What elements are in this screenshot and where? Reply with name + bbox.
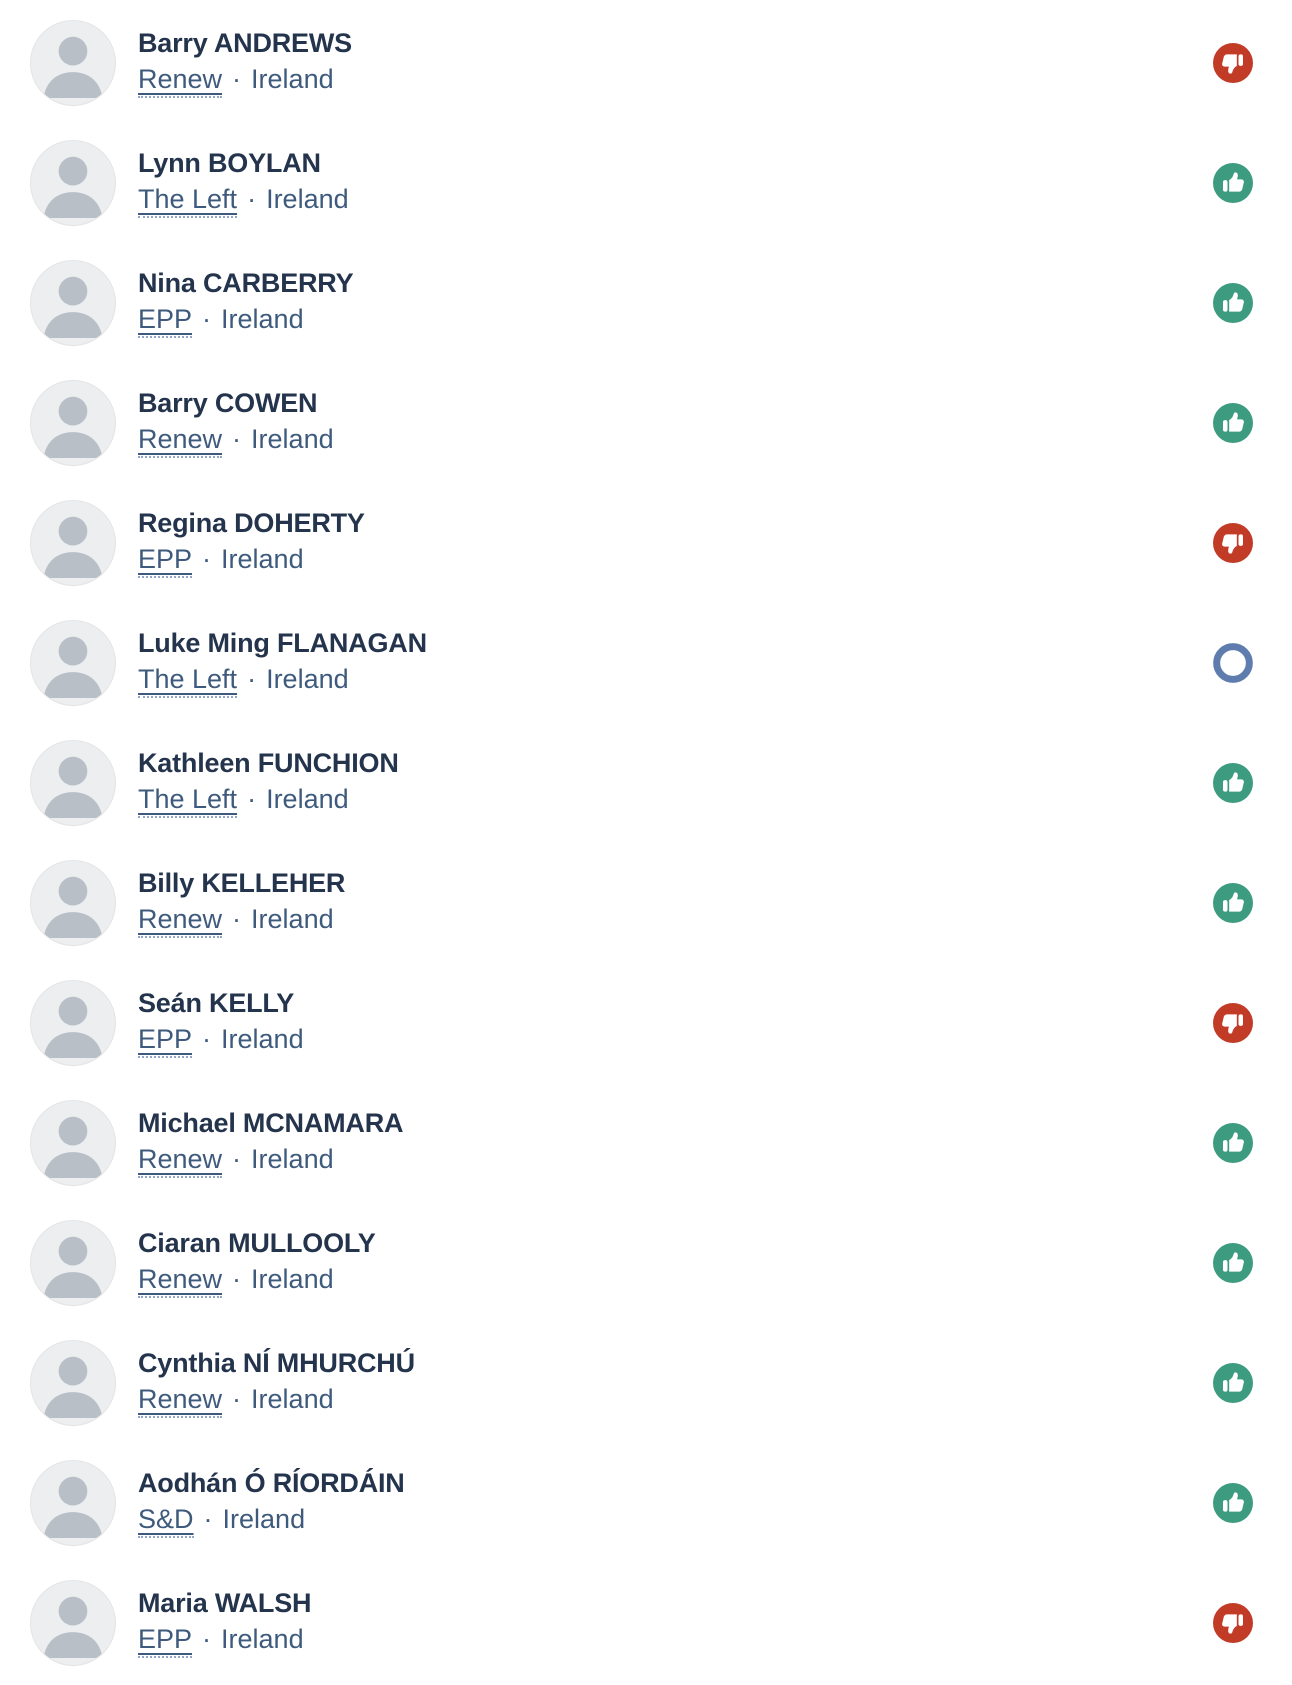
avatar [30,980,116,1066]
mep-meta [138,784,1213,818]
vote-indicator [1213,163,1253,203]
avatar [30,20,116,106]
vote-indicator [1213,1243,1253,1283]
vote-indicator [1213,1603,1253,1643]
no-vote-ring-icon [1213,643,1253,683]
mep-list-item [0,3,1292,123]
mep-name: Billy KELLEHER [138,868,346,898]
person-icon [31,261,115,345]
avatar [30,740,116,826]
thumbs-up-icon [1213,1483,1253,1523]
separator-dot: · [247,664,257,694]
group-link[interactable]: EPP [138,304,192,338]
mep-name: Aodhán Ó RÍORDÁIN [138,1468,405,1498]
mep-meta [138,1624,1213,1658]
country-label: Ireland [251,904,334,934]
country-label: Ireland [221,1624,304,1654]
mep-meta [138,304,1213,338]
mep-name: Regina DOHERTY [138,508,365,538]
country-label: Ireland [251,1384,334,1414]
mep-list-item [0,243,1292,363]
separator-dot: · [202,1024,212,1054]
vote-indicator [1213,763,1253,803]
group-link[interactable]: EPP [138,1624,192,1658]
mep-meta [138,1504,1213,1538]
mep-info [138,268,1213,338]
group-link[interactable]: EPP [138,1024,192,1058]
mep-list-item [0,603,1292,723]
mep-list-item [0,1083,1292,1203]
person-icon [31,501,115,585]
country-label: Ireland [221,1024,304,1054]
mep-list-item [0,483,1292,603]
mep-list-item [0,1323,1292,1443]
mep-meta [138,904,1213,938]
mep-info [138,388,1213,458]
avatar [30,1340,116,1426]
mep-meta [138,1024,1213,1058]
mep-name: Barry COWEN [138,388,318,418]
vote-indicator [1213,43,1253,83]
mep-meta [138,184,1213,218]
person-icon [31,621,115,705]
mep-list-item [0,963,1292,1083]
mep-name: Lynn BOYLAN [138,148,321,178]
mep-info [138,988,1213,1058]
group-link[interactable]: Renew [138,1384,222,1418]
mep-info [138,508,1213,578]
mep-meta [138,424,1213,458]
avatar [30,1100,116,1186]
thumbs-up-icon [1213,403,1253,443]
vote-indicator [1213,283,1253,323]
person-icon [31,1581,115,1665]
avatar [30,620,116,706]
mep-list-item [0,843,1292,963]
mep-name: Seán KELLY [138,988,295,1018]
person-icon [31,861,115,945]
mep-info [138,1228,1213,1298]
mep-name: Maria WALSH [138,1588,312,1618]
country-label: Ireland [251,1264,334,1294]
mep-info [138,748,1213,818]
avatar [30,500,116,586]
separator-dot: · [202,304,212,334]
mep-meta [138,1144,1213,1178]
mep-info [138,148,1213,218]
country-label: Ireland [222,1504,306,1534]
vote-indicator [1213,643,1253,683]
mep-info [138,628,1213,698]
mep-name: Kathleen FUNCHION [138,748,399,778]
mep-name: Ciaran MULLOOLY [138,1228,376,1258]
mep-meta [138,1264,1213,1298]
separator-dot: · [232,1384,242,1414]
thumbs-up-icon [1213,763,1253,803]
separator-dot: · [247,784,257,814]
mep-meta [138,664,1213,698]
mep-info [138,1348,1213,1418]
separator-dot: · [232,424,242,454]
mep-list-item [0,1443,1292,1563]
avatar [30,1580,116,1666]
separator-dot: · [203,1504,213,1534]
separator-dot: · [247,184,257,214]
group-link[interactable]: S&D [138,1504,194,1538]
country-label: Ireland [251,424,334,454]
person-icon [31,1101,115,1185]
thumbs-down-icon [1213,1603,1253,1643]
country-label: Ireland [266,784,349,814]
mep-name: Cynthia NÍ MHURCHÚ [138,1348,415,1378]
thumbs-up-icon [1213,883,1253,923]
group-link[interactable]: Renew [138,904,222,938]
mep-meta [138,64,1213,98]
country-label: Ireland [251,64,334,94]
group-link[interactable]: The Left [138,784,237,818]
separator-dot: · [232,1264,242,1294]
avatar [30,140,116,226]
mep-info [138,1468,1213,1538]
thumbs-down-icon [1213,523,1253,563]
thumbs-down-icon [1213,43,1253,83]
country-label: Ireland [266,664,349,694]
separator-dot: · [232,1144,242,1174]
avatar [30,860,116,946]
person-icon [31,381,115,465]
group-link[interactable]: The Left [138,664,237,698]
group-link[interactable]: EPP [138,544,192,578]
mep-name: Luke Ming FLANAGAN [138,628,427,658]
vote-indicator [1213,1003,1253,1043]
separator-dot: · [202,544,212,574]
thumbs-up-icon [1213,283,1253,323]
person-icon [31,1461,115,1545]
vote-indicator [1213,1363,1253,1403]
country-label: Ireland [221,304,304,334]
group-link[interactable]: The Left [138,184,237,218]
mep-info [138,1108,1213,1178]
thumbs-up-icon [1213,163,1253,203]
separator-dot: · [232,904,242,934]
mep-meta [138,1384,1213,1418]
avatar [30,260,116,346]
group-link[interactable]: Renew [138,64,222,98]
mep-list-item [0,1563,1292,1683]
mep-name: Nina CARBERRY [138,268,354,298]
vote-indicator [1213,403,1253,443]
separator-dot: · [232,64,242,94]
mep-list-item [0,1203,1292,1323]
avatar [30,380,116,466]
group-link[interactable]: Renew [138,424,222,458]
separator-dot: · [202,1624,212,1654]
mep-meta [138,544,1213,578]
person-icon [31,141,115,225]
vote-indicator [1213,1483,1253,1523]
thumbs-up-icon [1213,1123,1253,1163]
person-icon [31,1341,115,1425]
vote-indicator [1213,1123,1253,1163]
mep-name: Michael MCNAMARA [138,1108,404,1138]
vote-indicator [1213,523,1253,563]
group-link[interactable]: Renew [138,1264,222,1298]
vote-indicator [1213,883,1253,923]
person-icon [31,741,115,825]
mep-info [138,1588,1213,1658]
mep-info [138,868,1213,938]
thumbs-up-icon [1213,1243,1253,1283]
person-icon [31,981,115,1065]
person-icon [31,1221,115,1305]
mep-name: Barry ANDREWS [138,28,352,58]
group-link[interactable]: Renew [138,1144,222,1178]
country-label: Ireland [266,184,349,214]
country-label: Ireland [221,544,304,574]
mep-list-item [0,723,1292,843]
mep-list-item [0,123,1292,243]
country-label: Ireland [251,1144,334,1174]
avatar [30,1460,116,1546]
mep-info [138,28,1213,98]
person-icon [31,21,115,105]
thumbs-down-icon [1213,1003,1253,1043]
thumbs-up-icon [1213,1363,1253,1403]
mep-list-item [0,363,1292,483]
avatar [30,1220,116,1306]
